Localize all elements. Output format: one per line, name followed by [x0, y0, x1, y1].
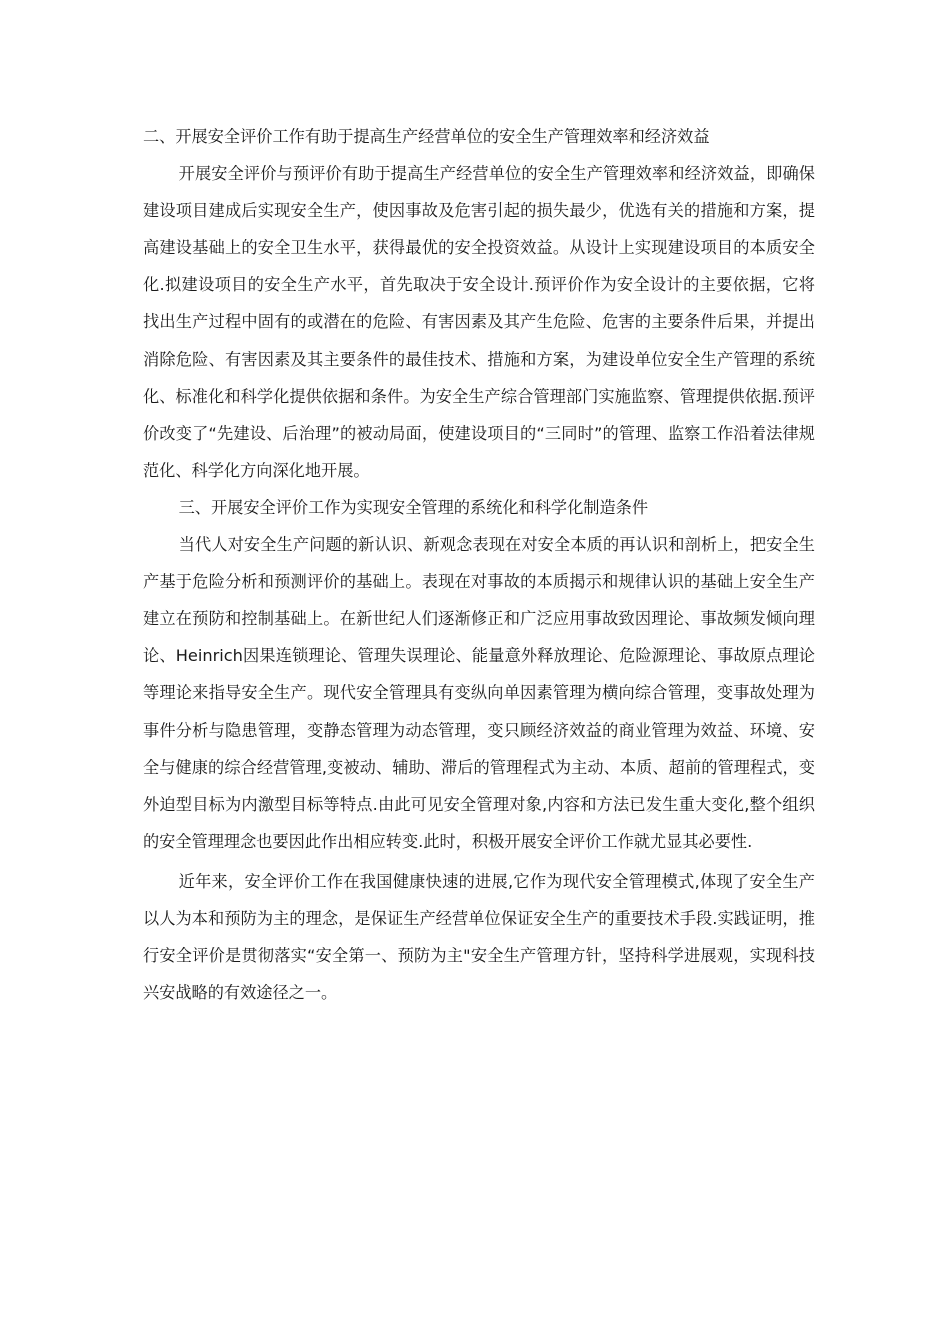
body-paragraph-3: 近年来，安全评价工作在我国健康快速的进展,它作为现代安全管理模式,体现了安全生产以人为本和预防为主的理念，是保证生产经营单位保证安全生产的重要技术手段.实践证明，推行安全评价是贯彻落实“安全第一、预防为主"安全生产管理方针，坚持科学进展观，实现科技兴安战略的有效途径之一。: [143, 871, 815, 1003]
section-heading-2: 二、开展安全评价工作有助于提高生产经营单位的安全生产管理效率和经济效益: [143, 127, 710, 146]
section-heading-3: 三、开展安全评价工作为实现安全管理的系统化和科学化制造条件: [178, 497, 649, 517]
body-paragraph-2: 当代人对安全生产问题的新认识、新观念表现在对安全本质的再认识和剖析上，把安全生产基于危险分析和预测评价的基础上。表现在对事故的本质揭示和规律认识的基础上安全生产建立在预防和控制基础上。在新世纪人们逐渐修正和广泛应用事故致因理论、事故频发倾向理论、Heinrich因果连锁理论、管理失误理论、能量意外释放理论、危险源理论、事故原点理论等理论来指导安全生产。现代安全管理具有变纵向单因素管理为横向综合管理，变事故处理为事件分析与隐患管理，变静态管理为动态管理，变只顾经济效益的商业管理为效益、环境、安全与健康的综合经营管理,变被动、辅助、滞后的管理程式为主动、本质、超前的管理程式，变外迫型目标为内激型目标等特点.由此可见安全管理对象,内容和方法已发生重大变化,整个组织的安全管理理念也要因此作出相应转变.此时，积极开展安全评价工作就尤显其必要性.: [143, 535, 815, 851]
document-body: [143, 118, 815, 1011]
body-paragraph-1: 开展安全评价与预评价有助于提高生产经营单位的安全生产管理效率和经济效益，即确保建设项目建成后实现安全生产，使因事故及危害引起的损失最少，优选有关的措施和方案，提高建设基础上的安全卫生水平，获得最优的安全投资效益。从设计上实现建设项目的本质安全化.拟建设项目的安全生产水平，首先取决于安全设计.预评价作为安全设计的主要依据，它将找出生产过程中固有的或潜在的危险、有害因素及其产生危险、危害的主要条件后果，并提出消除危险、有害因素及其主要条件的最佳技术、措施和方案，为建设单位安全生产管理的系统化、标准化和科学化提供依据和条件。为安全生产综合管理部门实施监察、管理提供依据.预评价改变了“先建设、后治理”的被动局面，使建设项目的“三同时”的管理、监察工作沿着法律规范化、科学化方向深化地开展。: [143, 164, 815, 480]
